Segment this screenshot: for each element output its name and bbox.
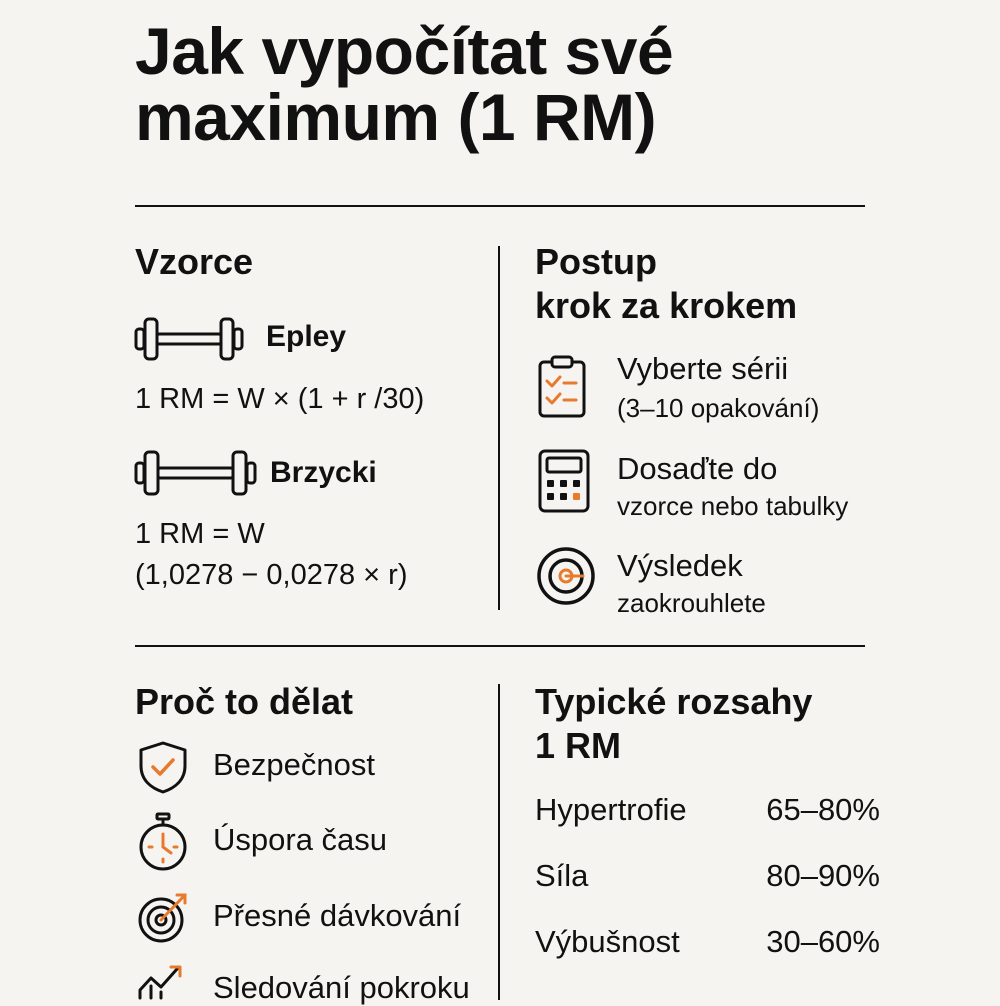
step-1-subtitle: (3–10 opakování) — [617, 393, 820, 423]
target-arrow-icon — [137, 890, 189, 944]
page-title-line2: maximum (1 RM) — [135, 80, 657, 154]
ranges-heading-line2: 1 RM — [535, 725, 622, 766]
ranges-heading-line1: Typické rozsahy — [535, 681, 813, 722]
range-label-power: Výbušnost — [535, 924, 680, 959]
step-3-title: Výsledek — [617, 548, 743, 583]
step-3-subtitle: zaokrouhlete — [617, 588, 766, 618]
step-2-title: Dosaďte do — [617, 451, 778, 486]
top-divider — [135, 205, 865, 207]
steps-heading-line1: Postup — [535, 241, 657, 282]
steps-heading-line2: krok za krokem — [535, 285, 798, 326]
range-label-hypertrophy: Hypertrofie — [535, 792, 687, 827]
step-1-title: Vyberte sérii — [617, 351, 789, 386]
calculator-icon — [537, 448, 591, 514]
why-item-time: Úspora času — [213, 822, 388, 857]
ranges-heading — [535, 680, 812, 768]
steps-heading — [535, 240, 797, 328]
epley-name: Epley — [266, 320, 347, 353]
brzycki-formula-line1: 1 RM = W — [135, 518, 265, 550]
dumbbell-icon — [133, 448, 258, 498]
shield-check-icon — [137, 740, 189, 794]
page-title-line1: Jak vypočítat své — [135, 14, 674, 88]
clipboard-check-icon — [537, 355, 587, 419]
range-value-hypertrophy: 65–80% — [766, 792, 880, 827]
why-item-progress: Sledování pokroku — [213, 970, 470, 1005]
formulas-heading: Vzorce — [135, 241, 254, 282]
why-item-safety: Bezpečnost — [213, 747, 375, 782]
target-icon — [535, 545, 597, 607]
why-item-dosing: Přesné dávkování — [213, 898, 462, 933]
range-value-strength: 80–90% — [766, 858, 880, 893]
range-value-power: 30–60% — [766, 924, 880, 959]
range-label-strength: Síla — [535, 858, 589, 893]
brzycki-formula-line2: (1,0278 − 0,0278 × r) — [135, 559, 408, 591]
upper-column-divider — [498, 246, 500, 610]
trend-chart-icon — [137, 962, 191, 1000]
page-title — [135, 14, 895, 154]
epley-formula: 1 RM = W × (1 + r /30) — [135, 383, 425, 415]
dumbbell-icon — [133, 315, 245, 363]
lower-column-divider — [498, 684, 500, 1000]
middle-divider — [135, 645, 865, 647]
why-heading: Proč to dělat — [135, 681, 354, 722]
brzycki-name: Brzycki — [270, 456, 377, 489]
stopwatch-icon — [137, 812, 189, 872]
step-2-subtitle: vzorce nebo tabulky — [617, 491, 849, 521]
